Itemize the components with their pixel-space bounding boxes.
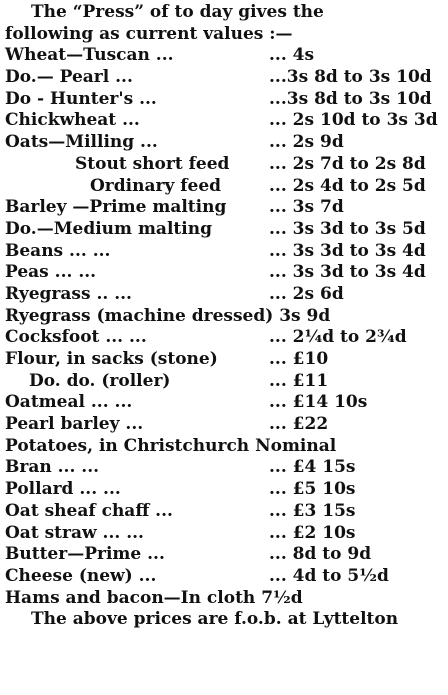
price-row <box>5 392 444 414</box>
commodity-name: Stout short feed <box>75 153 230 174</box>
commodity-name: Oat straw ... ... <box>5 522 144 543</box>
price-row <box>5 501 444 523</box>
price-row <box>5 479 444 501</box>
commodity-name: Oats—Milling ... <box>5 132 158 153</box>
price-row <box>5 414 444 436</box>
commodity-name: Hams and bacon—In cloth 7½d <box>5 587 303 608</box>
commodity-name: Do - Hunter's ... <box>5 88 157 109</box>
price-value: ... £22 <box>269 414 329 435</box>
commodity-name: Chickwheat ... <box>5 110 140 131</box>
price-value: ... £4 15s <box>269 457 356 478</box>
price-row <box>5 110 444 132</box>
price-value: ... 3s 3d to 3s 5d <box>269 218 426 239</box>
price-row <box>5 89 444 111</box>
price-row <box>5 241 444 263</box>
commodity-name: Butter—Prime ... <box>5 544 165 565</box>
commodity-name: Do. do. (roller) <box>29 370 171 391</box>
price-row <box>5 132 444 154</box>
price-value: ... 4s <box>269 45 315 66</box>
commodity-name: Do.— Pearl ... <box>5 67 133 88</box>
price-row <box>5 284 444 306</box>
commodity-name: Pollard ... ... <box>5 479 121 500</box>
price-row <box>5 436 444 458</box>
commodity-name: Flour, in sacks (stone) <box>5 349 218 370</box>
price-row <box>5 544 444 566</box>
price-value: ... 3s 3d to 3s 4d <box>269 262 426 283</box>
price-value: ... 4d to 5½d <box>269 565 389 586</box>
price-value: ... £10 <box>269 349 329 370</box>
commodity-name: Pearl barley ... <box>5 414 144 435</box>
price-row <box>5 588 444 610</box>
commodity-name: Oat sheaf chaff ... <box>5 500 173 521</box>
price-value: ... 8d to 9d <box>269 544 372 565</box>
price-row <box>5 523 444 545</box>
price-value: ... £11 <box>269 370 329 391</box>
price-list <box>5 45 444 609</box>
commodity-name: Cheese (new) ... <box>5 565 157 586</box>
price-row <box>5 197 444 219</box>
price-value: ... 2s 4d to 2s 5d <box>269 175 426 196</box>
price-value: ... 2s 10d to 3s 3d <box>269 110 438 131</box>
commodity-name: Wheat—Tuscan ... <box>5 45 174 66</box>
price-value: ... 3s 7d <box>269 197 344 218</box>
price-value: ... 2¼d to 2¾d <box>269 327 407 348</box>
intro-line-2: following as current values :— <box>5 23 293 44</box>
commodity-name: Oatmeal ... ... <box>5 392 133 413</box>
price-value: ... £2 10s <box>269 522 356 543</box>
commodity-name: Peas ... ... <box>5 262 97 283</box>
price-row <box>5 457 444 479</box>
intro-paragraph <box>5 2 444 45</box>
price-value: ... £14 10s <box>269 392 368 413</box>
price-value: ...3s 8d to 3s 10d <box>269 88 432 109</box>
price-row <box>5 306 444 328</box>
price-row <box>5 566 444 588</box>
commodity-name: Potatoes, in Christchurch Nominal <box>5 435 337 456</box>
price-row <box>5 262 444 284</box>
price-value: ... 2s 9d <box>269 132 344 153</box>
commodity-name: Ordinary feed <box>90 175 222 196</box>
price-value: ... 3s 3d to 3s 4d <box>269 240 426 261</box>
commodity-name: Bran ... ... <box>5 457 100 478</box>
commodity-name: Barley —Prime malting <box>5 197 227 218</box>
price-value: ... £3 15s <box>269 500 356 521</box>
intro-line-1: The “Press” of to day gives the <box>31 2 324 22</box>
footer-note: The above prices are f.o.b. at Lyttelton <box>31 609 399 630</box>
price-row <box>5 45 444 67</box>
price-row <box>5 371 444 393</box>
price-row <box>5 67 444 89</box>
commodity-name: Ryegrass (machine dressed) 3s 9d <box>5 305 331 326</box>
price-value: ... £5 10s <box>269 479 356 500</box>
commodity-name: Do.—Medium malting <box>5 218 212 239</box>
price-value: ... 2s 7d to 2s 8d <box>269 153 426 174</box>
commodity-name: Beans ... ... <box>5 240 111 261</box>
price-row <box>5 176 444 198</box>
price-row <box>5 327 444 349</box>
price-value: ...3s 8d to 3s 10d <box>269 67 432 88</box>
price-row <box>5 154 444 176</box>
commodity-name: Cocksfoot ... ... <box>5 327 147 348</box>
price-value: ... 2s 6d <box>269 283 344 304</box>
commodity-name: Ryegrass .. ... <box>5 283 132 304</box>
price-row <box>5 219 444 241</box>
price-row <box>5 349 444 371</box>
